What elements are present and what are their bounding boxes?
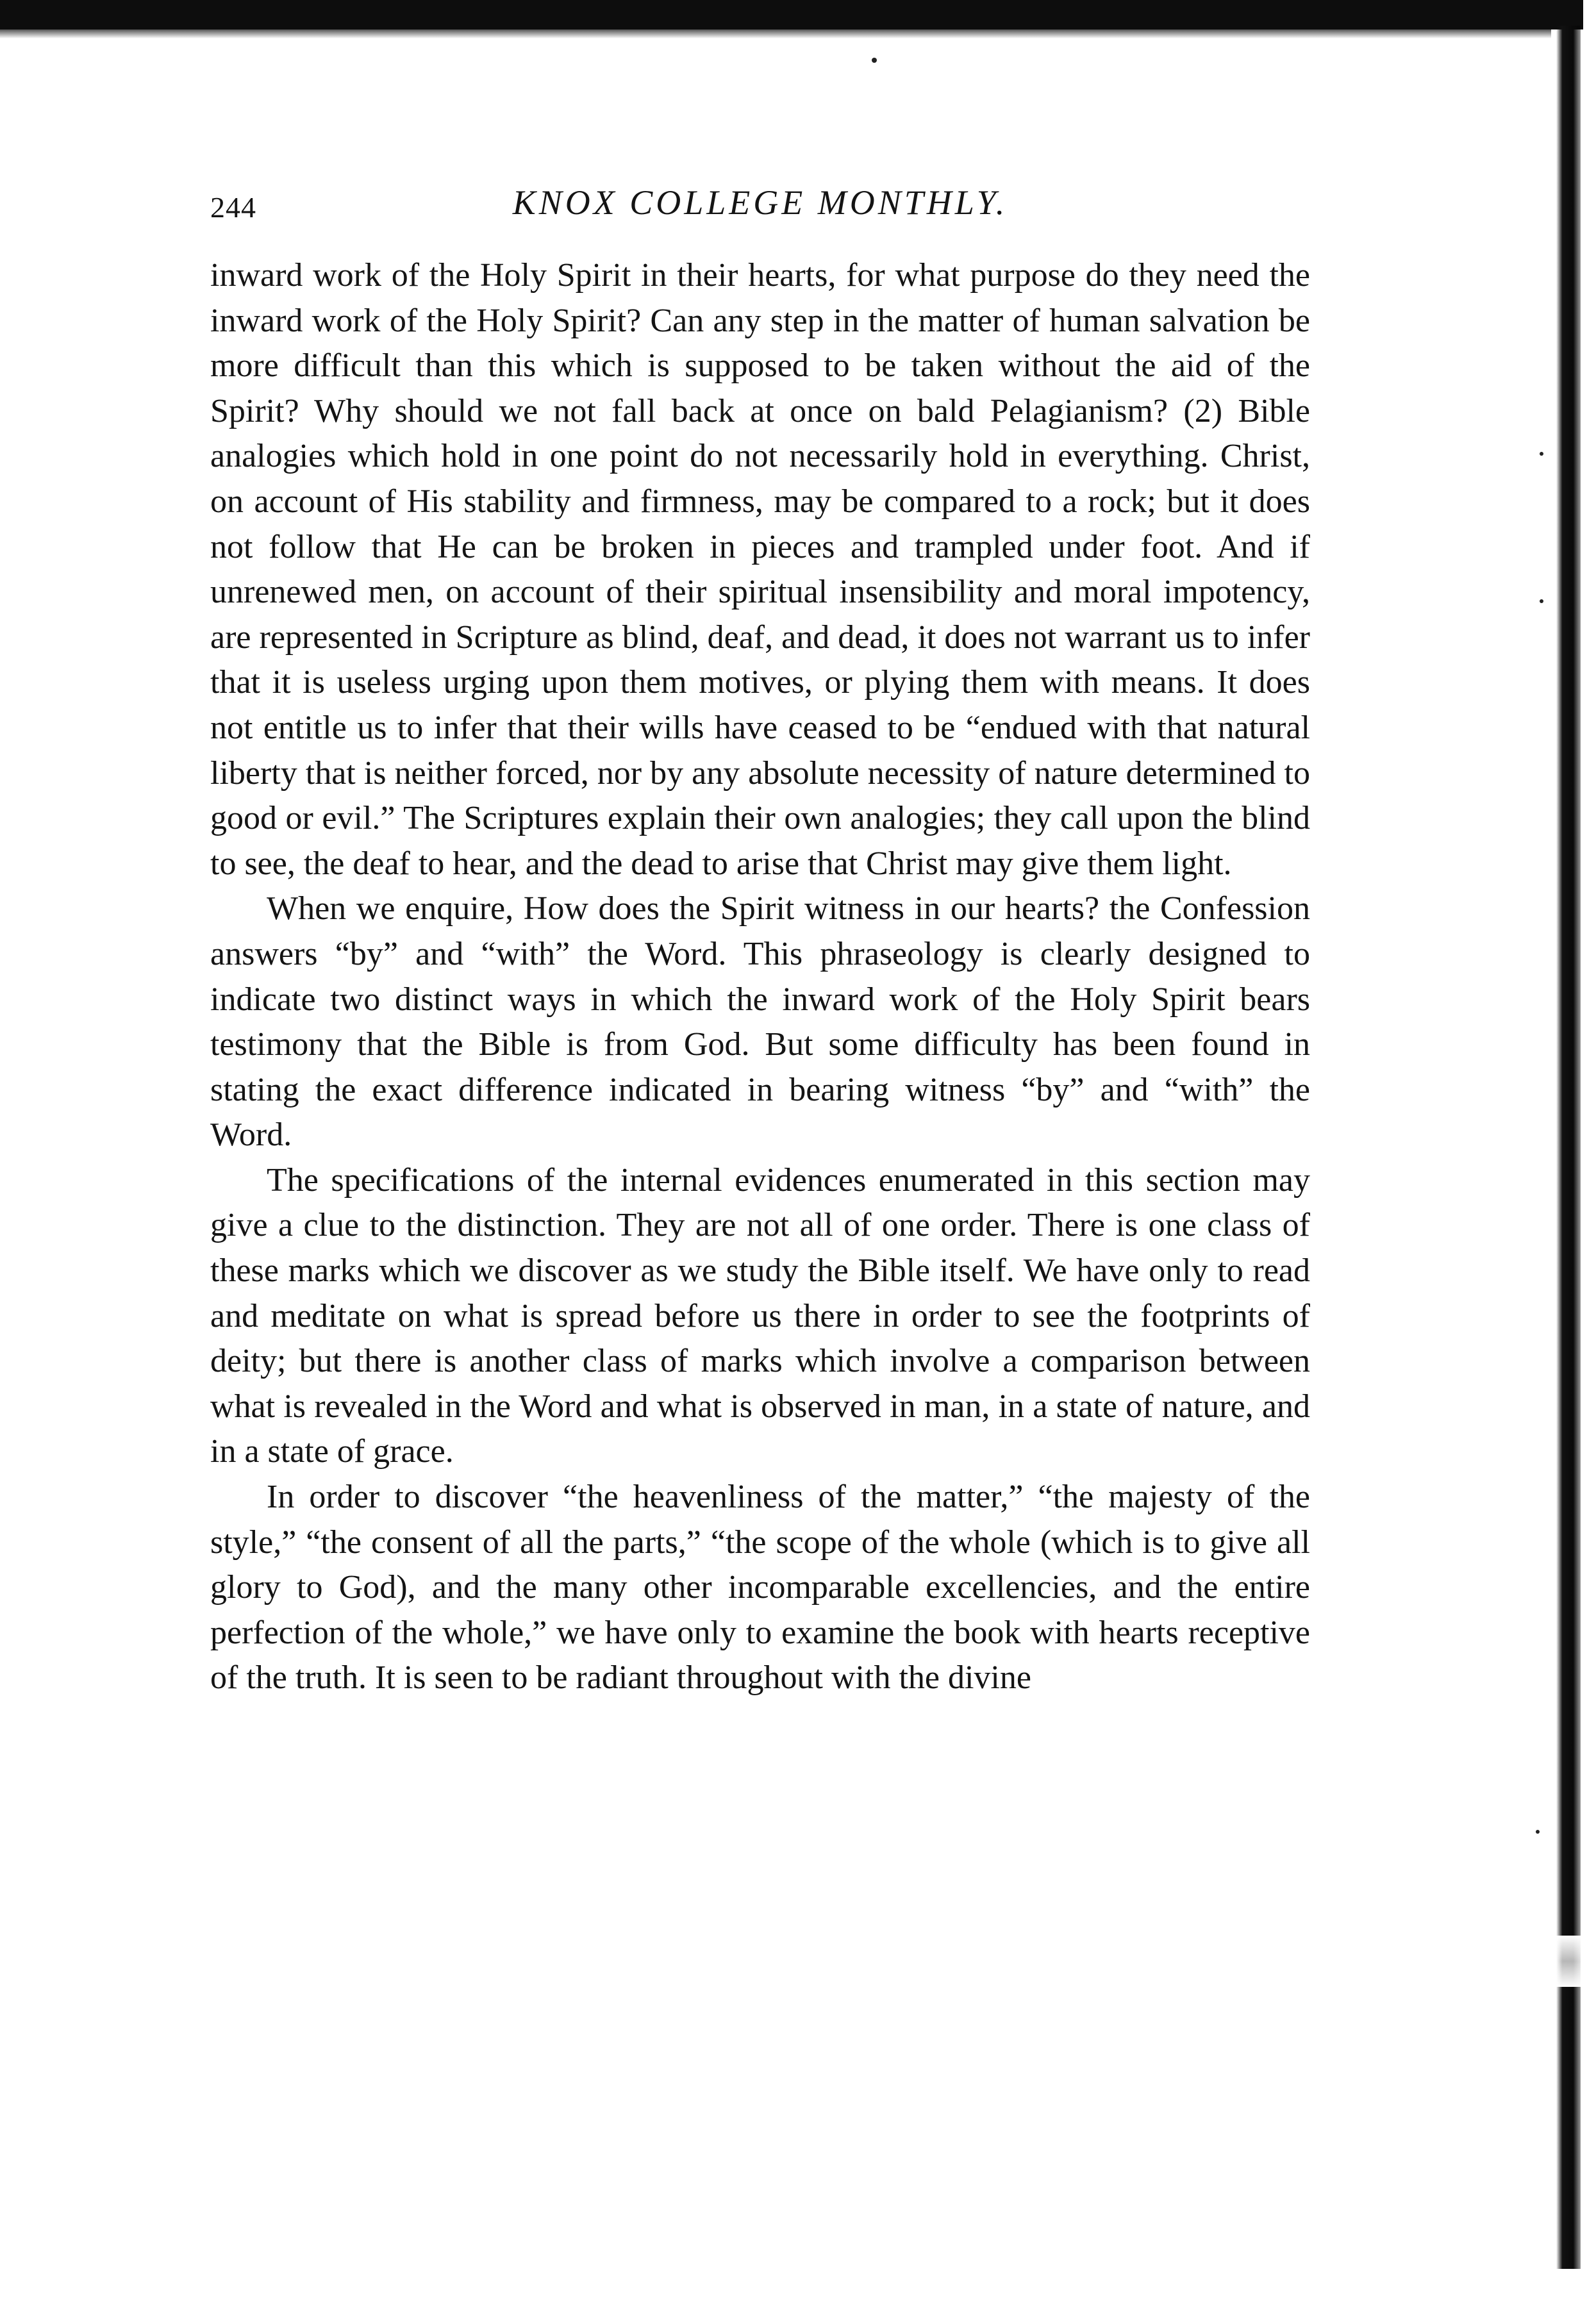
- scan-speck: [1536, 1830, 1540, 1834]
- scan-speck: [1540, 599, 1543, 603]
- running-head: [210, 183, 1310, 228]
- paragraph: In order to discover “the heavenliness of the matter,” “the majesty of the style,” “the consent of all the parts,” “the scope of the whole (which is to give all glory to God), and the many other incomparable excellencies, and the entire perfection of the whole,” we have only to examine the book with hearts receptive of the truth. It is seen to be radiant throughout with the divine: [210, 1479, 1310, 1697]
- scan-right-border-gap: [1556, 1936, 1581, 1987]
- body-text: [210, 253, 1310, 1701]
- scan-speck: [1540, 452, 1543, 456]
- scan-top-border: [0, 0, 1583, 29]
- scan-speck: [872, 58, 877, 63]
- paragraph: The specifications of the internal evidences enumerated in this section may give a clue to the distinction. They are not all of one order. There is one class of these marks which we discover as we study the Bible itself. We have only to read and meditate on what is spread before us there in order to see the footprints of deity; but there is another class of marks which involve a comparison between what is revealed in the Word and what is observed in man, in a state of nature, and in a state of grace.: [210, 1161, 1310, 1470]
- paragraph: inward work of the Holy Spirit in their hearts, for what purpose do they need the inward work of the Holy Spirit? Can any step in the matter of human salvation be more difficult than this which is supposed to be taken without the aid of the Spirit? Why should we not fall back at once on bald Pelagianism? (2) Bible analogies which hold in one point do not necessarily hold in everything. Christ, on account of His stability and firmness, may be compared to a rock; but it does not follow that He can be broken in pieces and trampled under foot. And if unrenewed men, on account of their spiritual insensibility and moral impotency, are represented in Scripture as blind, deaf, and dead, it does not warrant us to infer that it is useless urging upon them motives, or plying them with means. It does not entitle us to infer that their wills have ceased to be “endued with that natural liberty that is neither forced, nor by any absolute necessity of nature determined to good or evil.” The Scriptures explain their own analogies; they call upon the blind to see, the deaf to hear, and the dead to arise that Christ may give them light.: [210, 257, 1310, 882]
- scan-right-border: [1556, 26, 1581, 2269]
- paragraph: When we enquire, How does the Spirit witness in our hearts? the Confession answers “by” and “with” the Word. This phraseology is clearly designed to indicate two distinct ways in which the inward work of the Holy Spirit bears testimony that the Bible is from God. But some difficulty has been found in stating the exact difference indicated in bearing witness “by” and “with” the Word.: [210, 890, 1310, 1154]
- page-number: 244: [210, 191, 256, 224]
- journal-title: KNOX COLLEGE MONTHLY.: [512, 183, 1008, 222]
- scan-top-shadow: [0, 29, 1551, 38]
